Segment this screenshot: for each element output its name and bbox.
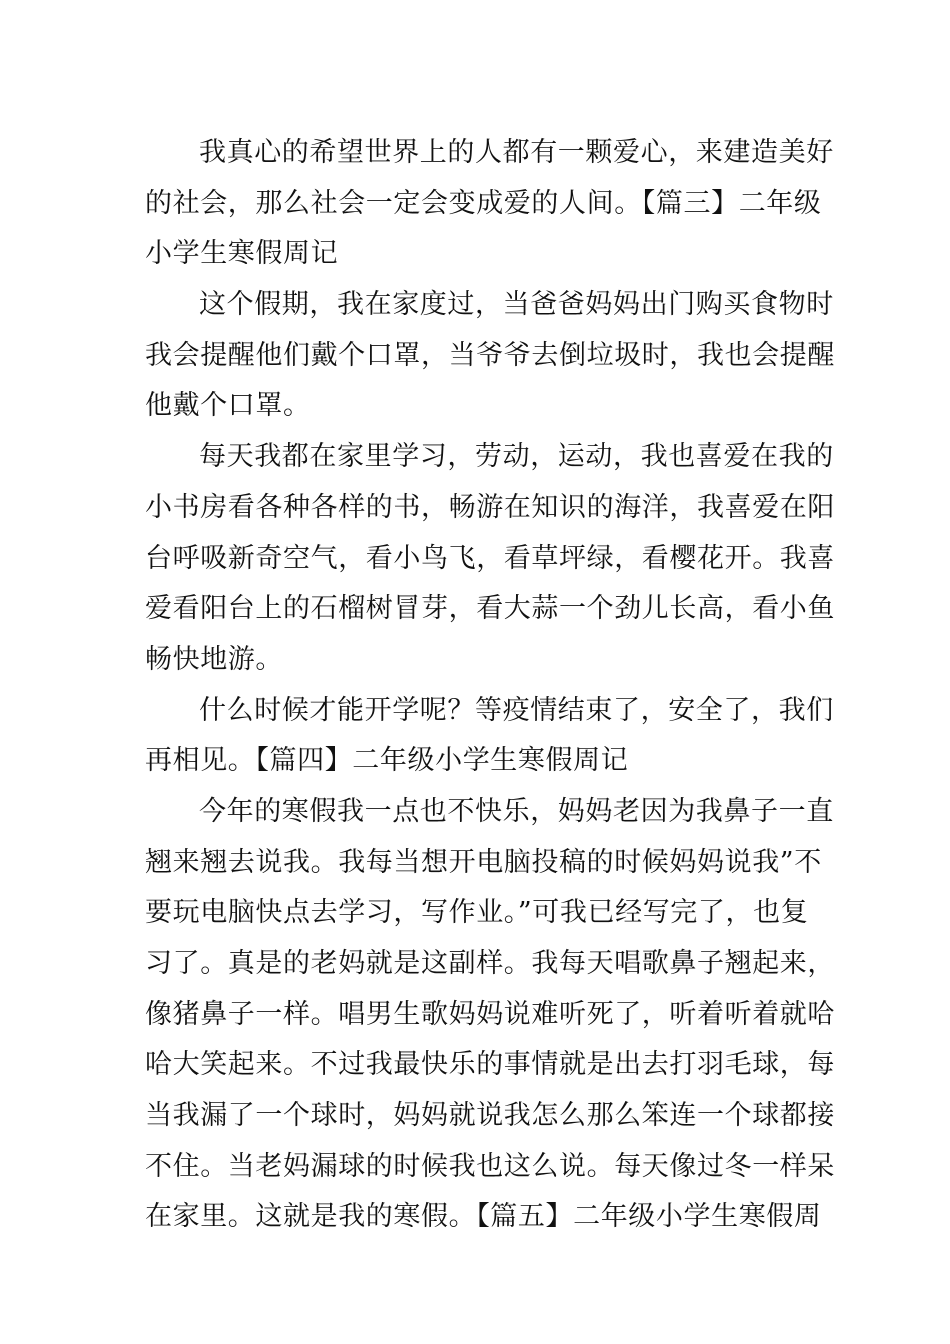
- text-line: 什么时候才能开学呢？等疫情结束了，安全了，我们: [199, 694, 834, 726]
- text-line: 不住。当老妈漏球的时候我也这么说。每天像过冬一样呆: [145, 1150, 835, 1182]
- text-line: 小书房看各种各样的书，畅游在知识的海洋，我喜爱在阳: [145, 491, 835, 523]
- text-line: 翘来翘去说我。我每当想开电脑投稿的时候妈妈说我”不: [145, 846, 822, 878]
- text-line: 像猪鼻子一样。唱男生歌妈妈说难听死了，听着听着就哈: [145, 998, 835, 1030]
- text-line: 今年的寒假我一点也不快乐，妈妈老因为我鼻子一直: [199, 795, 834, 827]
- text-line: 每天我都在家里学习，劳动，运动，我也喜爱在我的: [199, 441, 834, 473]
- paragraph-2: [145, 280, 835, 432]
- text-line: 习了。真是的老妈就是这副样。我每天唱歌鼻子翘起来，: [145, 948, 835, 979]
- document-body: [145, 128, 835, 1243]
- text-line: 再相见。【篇四】二年级小学生寒假周记: [145, 745, 629, 777]
- text-line: 他戴个口罩。: [145, 390, 311, 422]
- text-line: 的社会，那么社会一定会变成爱的人间。【篇三】二年级: [145, 187, 822, 219]
- paragraph-3: [145, 432, 835, 685]
- text-line: 我真心的希望世界上的人都有一颗爱心，来建造美好: [199, 137, 834, 168]
- text-line: 哈大笑起来。不过我最快乐的事情就是出去打羽毛球，每: [145, 1049, 835, 1081]
- text-line: 台呼吸新奇空气，看小鸟飞，看草坪绿，看樱花开。我喜: [145, 542, 835, 574]
- text-line: 畅快地游。: [145, 643, 283, 675]
- paragraph-4: [145, 686, 834, 787]
- text-line: 这个假期，我在家度过，当爸爸妈妈出门购买食物时: [199, 289, 834, 321]
- text-line: 要玩电脑快点去学习，写作业。”可我已经写完了，也复: [145, 897, 809, 929]
- text-line: 小学生寒假周记: [145, 238, 339, 270]
- paragraph-1: [145, 128, 834, 280]
- text-line: 爱看阳台上的石榴树冒芽，看大蒜一个劲儿长高，看小鱼: [145, 593, 835, 625]
- text-line: 我会提醒他们戴个口罩，当爷爷去倒垃圾时，我也会提醒: [145, 339, 835, 371]
- paragraph-5: [145, 787, 835, 1243]
- text-line: 当我漏了一个球时，妈妈就说我怎么那么笨连一个球都接: [145, 1100, 835, 1132]
- text-line: 在家里。这就是我的寒假。【篇五】二年级小学生寒假周: [145, 1201, 822, 1233]
